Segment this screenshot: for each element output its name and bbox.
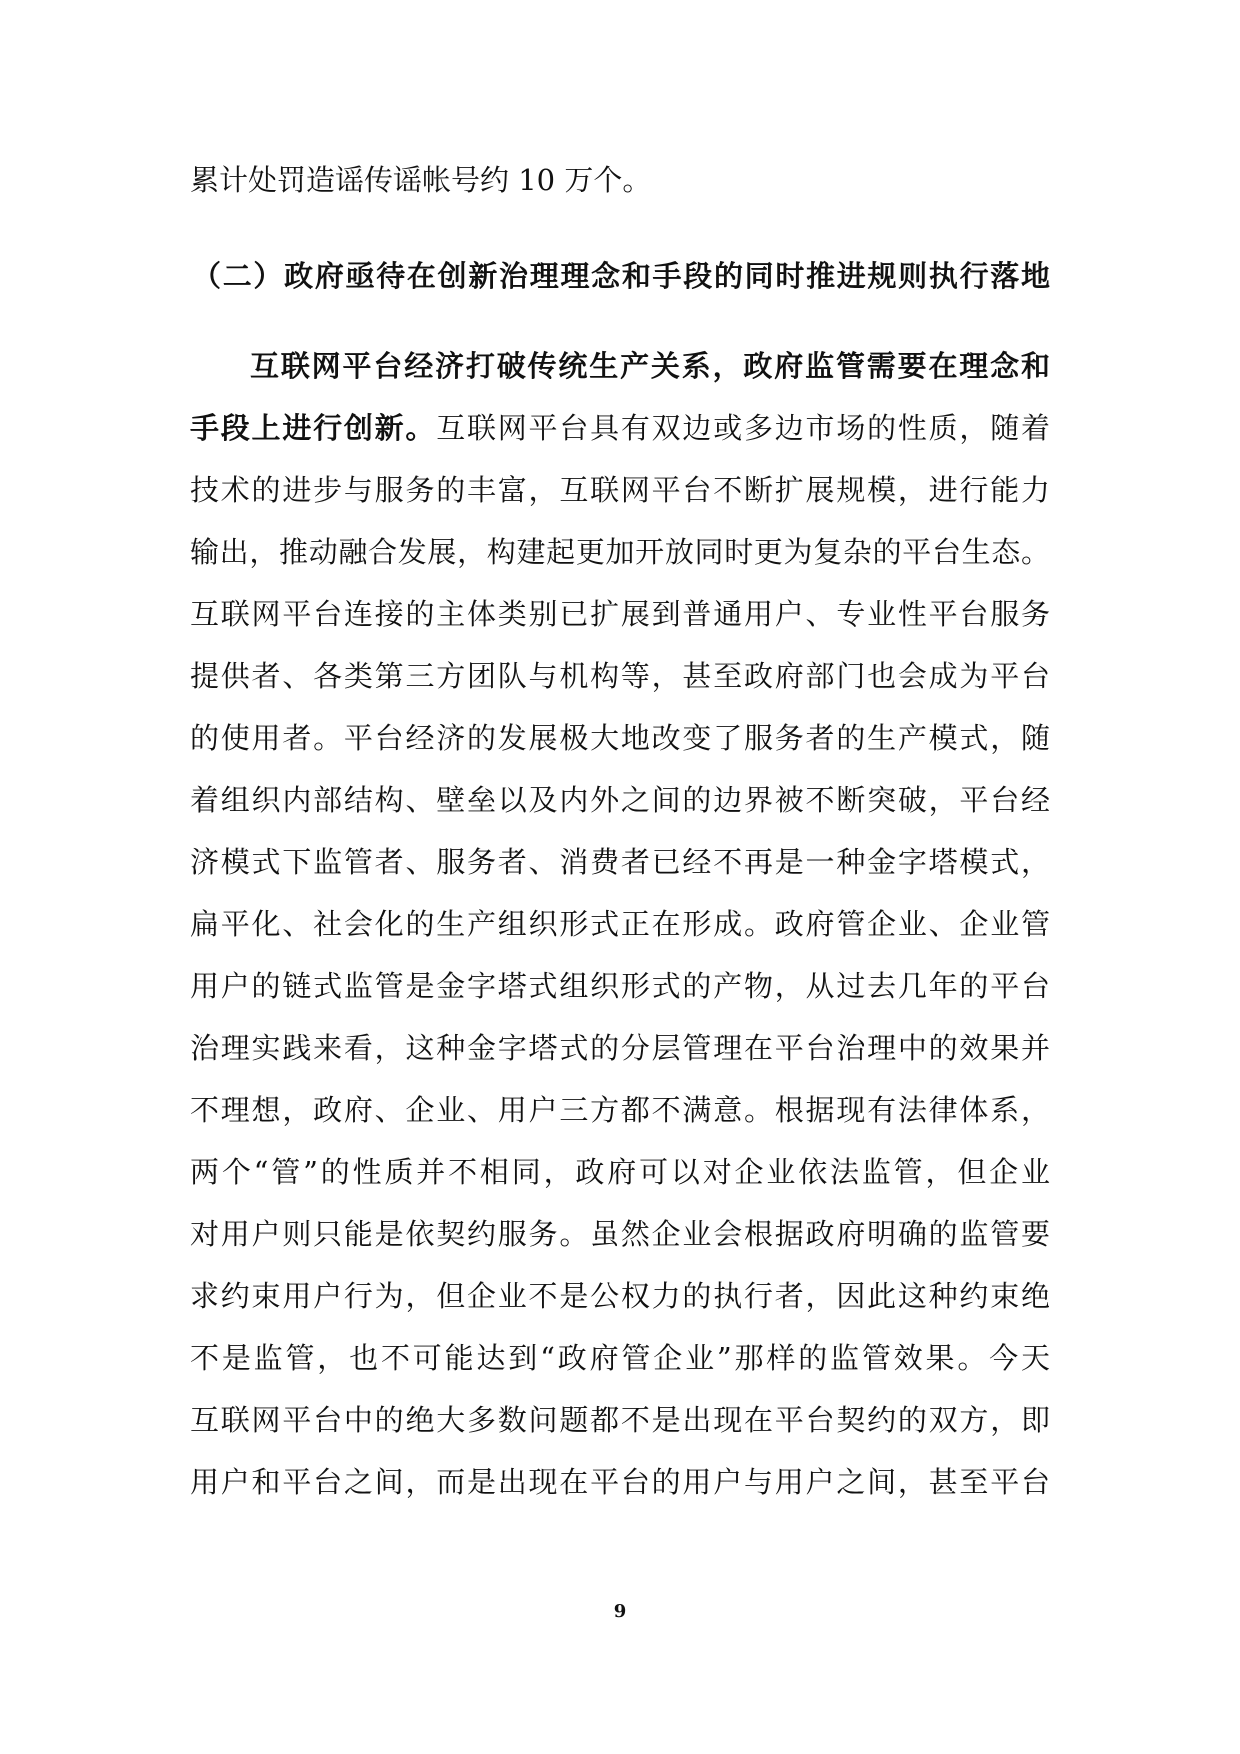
paragraph-line-4: 互联网平台连接的主体类别已扩展到普通用户、专业性平台服务 (190, 597, 1050, 631)
paragraph-line-7: 着组织内部结构、壁垒以及内外之间的边界被不断突破，平台经 (190, 783, 1050, 817)
paragraph-line-13: 两个“管”的性质并不相同，政府可以对企业依法监管，但企业 (190, 1155, 1050, 1189)
paragraph-line-1 (190, 408, 1050, 448)
paragraph-line-16: 不是监管，也不可能达到“政府管企业”那样的监管效果。今天 (190, 1341, 1050, 1375)
lead-sentence-line-1: 互联网平台经济打破传统生产关系，政府监管需要在理念和 (250, 349, 1050, 383)
paragraph-line-2: 技术的进步与服务的丰富，互联网平台不断扩展规模，进行能力 (190, 473, 1050, 507)
page-number: 9 (613, 1601, 627, 1622)
section-heading: （二）政府亟待在创新治理理念和手段的同时推进规则执行落地 (192, 259, 1050, 293)
paragraph-line-3: 输出，推动融合发展，构建起更加开放同时更为复杂的平台生态。 (190, 535, 1050, 569)
paragraph-line-12: 不理想，政府、企业、用户三方都不满意。根据现有法律体系， (190, 1093, 1050, 1127)
paragraph-line-14: 对用户则只能是依契约服务。虽然企业会根据政府明确的监管要 (190, 1217, 1050, 1251)
paragraph-line-6: 的使用者。平台经济的发展极大地改变了服务者的生产模式，随 (190, 721, 1050, 755)
paragraph-line-18: 用户和平台之间，而是出现在平台的用户与用户之间，甚至平台 (190, 1465, 1050, 1499)
paragraph-line-5: 提供者、各类第三方团队与机构等，甚至政府部门也会成为平台 (190, 659, 1050, 693)
paragraph-line-17: 互联网平台中的绝大多数问题都不是出现在平台契约的双方，即 (190, 1403, 1050, 1437)
paragraph-line-1-text: 互联网平台具有双边或多边市场的性质，随着 (436, 411, 1050, 445)
lead-sentence-line-2: 手段上进行创新。 (190, 411, 437, 445)
paragraph-line-8: 济模式下监管者、服务者、消费者已经不再是一种金字塔模式， (190, 845, 1050, 879)
continuation-line: 累计处罚造谣传谣帐号约 10 万个。 (190, 163, 652, 197)
paragraph-line-11: 治理实践来看，这种金字塔式的分层管理在平台治理中的效果并 (190, 1031, 1050, 1065)
paragraph-line-15: 求约束用户行为，但企业不是公权力的执行者，因此这种约束绝 (190, 1279, 1050, 1313)
paragraph-line-10: 用户的链式监管是金字塔式组织形式的产物，从过去几年的平台 (190, 969, 1050, 1003)
paragraph-line-9: 扁平化、社会化的生产组织形式正在形成。政府管企业、企业管 (190, 907, 1050, 941)
